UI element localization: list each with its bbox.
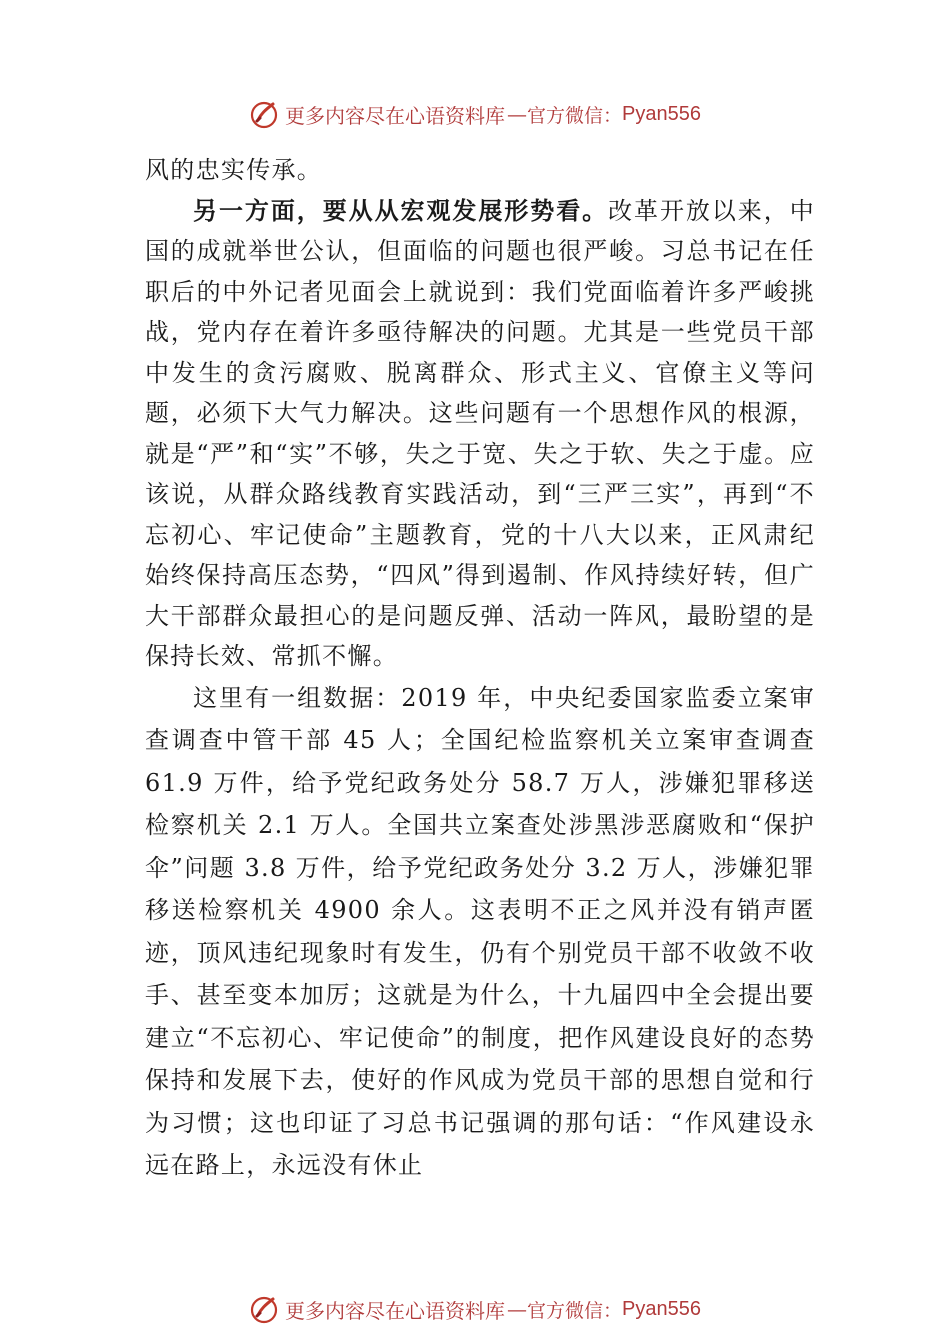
banner-separator: — — [507, 102, 525, 126]
paragraph-text: 改革开放以来，中国的成就举世公认，但面临的问题也很严峻。习总书记在任职后的中外记者见面会上就说到：我们党面临着许多严峻挑战，党内存在着许多亟待解决的问题。尤其是一些党员干部中发生的贪污腐败、脱离群众、形式主义、官僚主义等问题，必须下大气力解决。这些问题有一个思想作风的根源，就是“严”和“实”不够，失之于宽、失之于软、失之于虚。应该说，从群众路线教育实践活动，到“三严三实”，再到“不忘初心、牢记使命”主题教育，党的十八大以来，正风肃纪始终保持高压态势，“四风”得到遏制、作风持续好转，但广大干部群众最担心的是问题反弹、活动一阵风，最盼望的是保持长效、常抓不懈。 — [145, 196, 815, 670]
paragraph-statistics: 这里有一组数据：2019 年，中央纪委国家监委立案审查调查中管干部 45 人；全国纪检监察机关立案审查调查 61.9 万件，给予党纪政务处分 58.7 万人，涉嫌犯罪移送检察机关 2.1 万人。全国共立案查处涉黑涉恶腐败和“保护伞”问题 3.8 万件，给予党纪政务处分 3.2 万人，涉嫌犯罪移送检察机关 4900 余人。这表明不正之风并没有销声匿迹，顶风违纪现象时有发生，仍有个别党员干部不收敛不收手、甚至变本加厉；这就是为什么，十九届四中全会提出要建立“不忘初心、牢记使命”的制度，把作风建设良好的态势保持和发展下去，使好的作风成为党员干部的思想自觉和行为习惯；这也印证了习总书记强调的那句话：“作风建设永远在路上，永远没有休止 — [145, 683, 815, 1179]
document-body — [145, 150, 815, 1187]
paragraph-lead-bold: 另一方面，要从从宏观发展形势看。 — [193, 195, 609, 225]
brush-logo-icon — [249, 1294, 279, 1324]
banner-sub-text: 官方微信： — [527, 104, 623, 127]
banner-wechat-id: Pyan556 — [622, 102, 701, 125]
banner-sub-text: 官方微信： — [527, 1299, 623, 1322]
banner-separator: — — [507, 1297, 525, 1321]
paragraph-macro-situation — [145, 191, 815, 677]
header-banner — [0, 94, 950, 134]
brush-logo-icon — [249, 99, 279, 129]
banner-wechat-id: Pyan556 — [622, 1297, 701, 1320]
banner-main-text: 更多内容尽在心语资料库 — [285, 1298, 505, 1323]
footer-banner — [0, 1289, 950, 1329]
banner-main-text: 更多内容尽在心语资料库 — [285, 103, 505, 128]
paragraph-continued: 风的忠实传承。 — [145, 156, 323, 184]
